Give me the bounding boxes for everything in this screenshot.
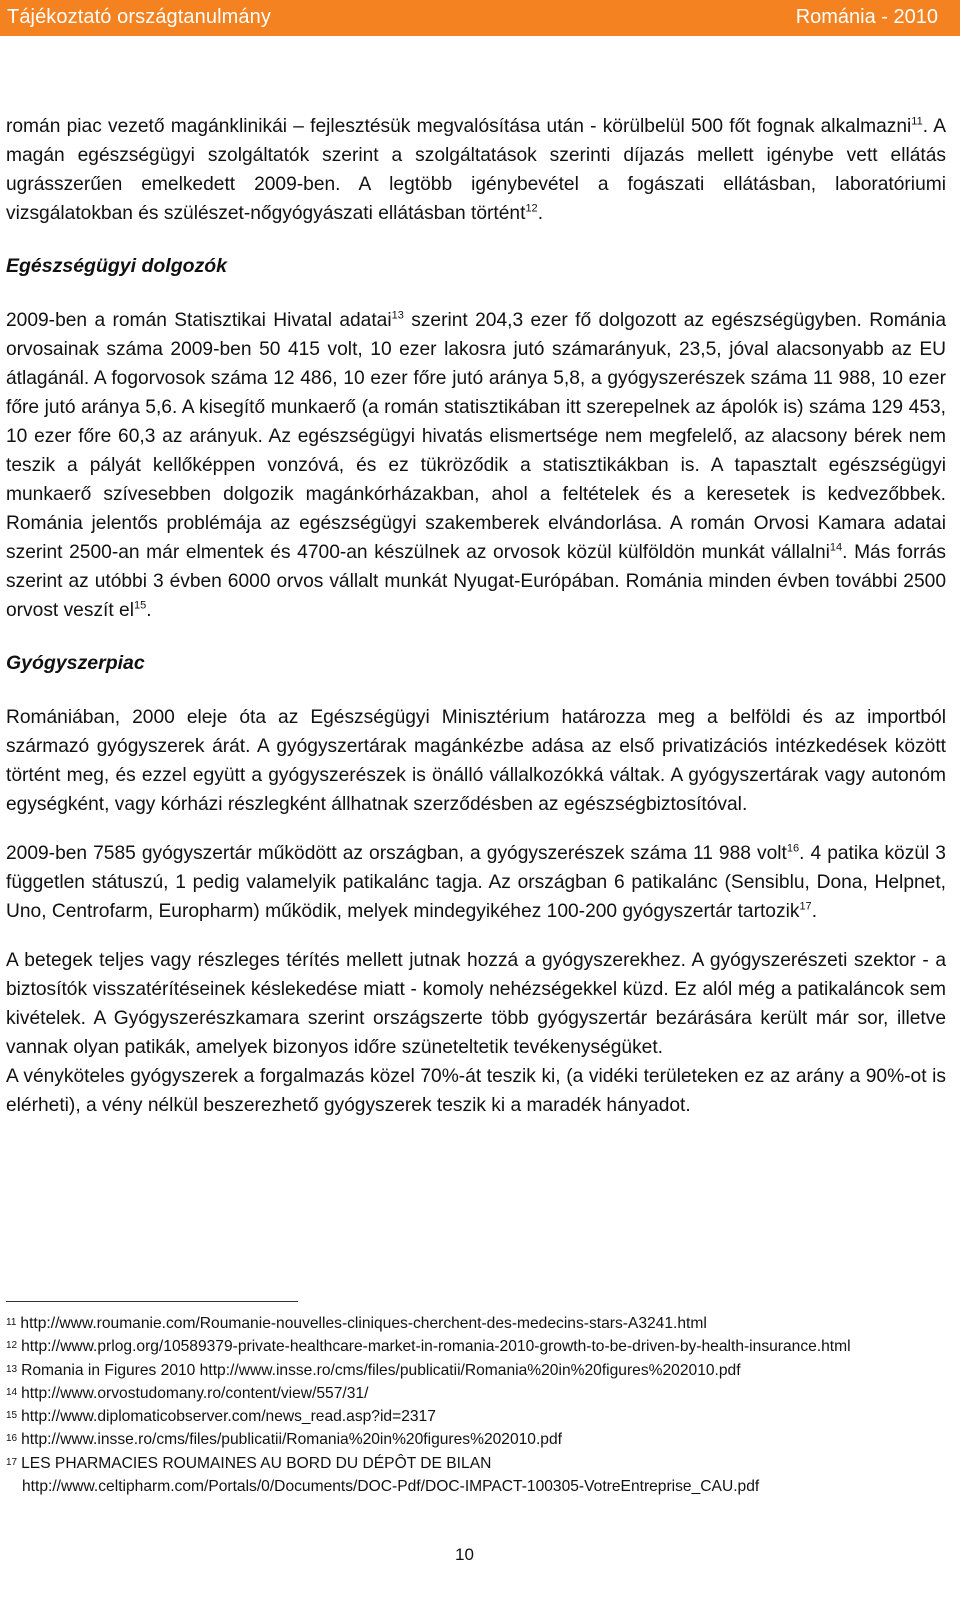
paragraph-text: szerint 204,3 ezer fő dolgozott az egészségügyben. Románia orvosainak száma 2009-ben 50 415 volt, 10 ezer lakosra jutó számarányuk, 23,5, jóval alacsonyabb az EU átlagánál. A fogorvosok száma 12 486, 10 ezer főre jutó aránya 5,8, a gyógyszerészek száma 11 988, 10 ezer főre jutó aránya 5,6. A kisegítő munkaerő (a román statisztikában itt szerepelnek az ápolók is) száma 129 453, 10 ezer főre 60,3 az arányuk. Az egészségügyi hivatás elismertsége nem megfelelő, az alacsony bérek nem teszik a pályát kellőképpen vonzóvá, és ez tükröződik a statisztikákban is. A tapasztalt egészségügyi munkaerő szívesebben dolgozik magánkórházakban, ahol a feltételek és a keresetek is kedvezőbbek. Románia jelentős problémája az egészségügyi szakemberek elvándorlása. A román Orvosi Kamara adatai szerint 2500-an már elmentek és 4700-an készülnek az orvosok közül külföldön munkát vállalni bbox=[6, 310, 946, 563]
footnote-17 bbox=[6, 1452, 946, 1475]
footnote-ref-17[interactable]: 17 bbox=[799, 900, 812, 913]
header-band bbox=[0, 0, 960, 36]
paragraph-clinics bbox=[6, 112, 946, 228]
footnote-16 bbox=[6, 1428, 946, 1451]
paragraph-text: . bbox=[146, 600, 152, 621]
footnote-ref-15[interactable]: 15 bbox=[133, 599, 147, 612]
footnote-ref-14[interactable]: 14 bbox=[829, 541, 843, 554]
section-heading-pharma-market: Gyógyszerpiac bbox=[6, 652, 145, 674]
footnote-link[interactable]: http://www.roumanie.com/Roumanie-nouvelles-cliniques-cherchent-des-medecins-stars-A3241.html bbox=[20, 1315, 707, 1332]
footnote-number: 15 bbox=[6, 1410, 18, 1422]
paragraph-text: . Más forrás szerint az utóbbi 3 évben 6000 orvos vállalt munkát Nyugat-Európában. Románia minden évben további 2500 orvost veszít el bbox=[6, 542, 946, 621]
paragraph-text: 2009-ben a román Statisztikai Hivatal adatai bbox=[6, 310, 392, 331]
footnote-number: 16 bbox=[6, 1433, 18, 1445]
paragraph-text: . 4 patika közül 3 független státuszú, 1 pedig valamelyik patikalánc tagja. Az országban 6 patikalánc (Sensiblu, Dona, Helpnet, Uno, Centrofarm, Europharm) működik, melyek mindegyikéhez 100-200 gyógyszertár tartozik bbox=[6, 843, 946, 922]
paragraph-health-workers bbox=[6, 306, 946, 625]
footnote-number: 17 bbox=[6, 1456, 18, 1468]
paragraph-pharmacies bbox=[6, 839, 946, 926]
footnote-14 bbox=[6, 1382, 946, 1405]
footnote-link[interactable]: http://www.prlog.org/10589379-private-healthcare-market-in-romania-2010-growth-to-be-driven-by-health-insurance.html bbox=[21, 1338, 851, 1356]
footnote-number: 12 bbox=[6, 1340, 18, 1352]
paragraph-text: . bbox=[811, 901, 818, 922]
paragraph-prescription-share: A vényköteles gyógyszerek a forgalmazás közel 70%-át teszik ki, (a vidéki területeken ez az arány a 90%-ot is elérheti), a vény nélkül beszerezhető gyógyszerek teszik ki a maradék hányadot. bbox=[6, 1066, 946, 1116]
footnote-link[interactable]: Romania in Figures 2010 http://www.insse.ro/cms/files/publicatii/Romania%20in%20figures%202010.pdf bbox=[21, 1361, 741, 1379]
footnote-number: 13 bbox=[6, 1363, 18, 1375]
footnote-ref-13[interactable]: 13 bbox=[391, 309, 404, 322]
footnote-number: 11 bbox=[6, 1317, 17, 1328]
main-content bbox=[6, 112, 946, 1120]
footnote-ref-12[interactable]: 12 bbox=[525, 202, 538, 215]
footnote-17-link[interactable]: http://www.celtipharm.com/Portals/0/Documents/DOC-Pdf/DOC-IMPACT-100305-VotreEntreprise_CAU.pdf bbox=[22, 1478, 760, 1496]
footnote-link[interactable]: http://www.diplomaticobserver.com/news_read.asp?id=2317 bbox=[21, 1408, 436, 1426]
page-number: 10 bbox=[455, 1545, 474, 1564]
section-heading-health-workers: Egészségügyi dolgozók bbox=[6, 255, 228, 277]
footnote-13 bbox=[6, 1359, 946, 1382]
footnote-link[interactable]: http://www.insse.ro/cms/files/publicatii/Romania%20in%20figures%202010.pdf bbox=[21, 1431, 562, 1449]
paragraph-text: . A magán egészségügyi szolgáltatók szerint a szolgáltatások szerinti díjazás mellett igénybe vett ellátás ugrásszerűen emelkedett 2009-ben. A legtöbb igénybevétel a fogászati ellátásban, laboratóriumi vizsgálatokban és szülészet-nőgyógyászati ellátásban történt bbox=[6, 116, 947, 224]
header-country-year: Románia - 2010 bbox=[795, 6, 938, 28]
footnote-number: 14 bbox=[6, 1386, 18, 1398]
footnote-link[interactable]: http://www.orvostudomany.ro/content/view/557/31/ bbox=[21, 1384, 369, 1402]
footnote-15 bbox=[6, 1405, 946, 1428]
paragraph-text: . bbox=[537, 203, 544, 224]
paragraph-text: 2009-ben 7585 gyógyszertár működött az országban, a gyógyszerészek száma 11 988 volt bbox=[6, 843, 787, 864]
footnote-ref-11[interactable]: 11 bbox=[911, 115, 923, 128]
footnote-ref-16[interactable]: 16 bbox=[786, 842, 800, 855]
footnote-12 bbox=[6, 1335, 946, 1358]
footnote-11 bbox=[6, 1312, 946, 1335]
footnotes bbox=[6, 1312, 946, 1498]
footnote-text: LES PHARMACIES ROUMAINES AU BORD DU DÉPÔT DE BILAN bbox=[21, 1454, 492, 1472]
paragraph-text: román piac vezető magánklinikái – fejlesztésük megvalósítása után - körülbelül 500 főt fognak alkalmazni bbox=[6, 116, 912, 137]
header-document-title: Tájékoztató országtanulmány bbox=[7, 6, 271, 28]
paragraph-reimbursement: A betegek teljes vagy részleges térítés mellett jutnak hozzá a gyógyszerekhez. A gyógyszerészeti szektor - a biztosítók visszatérítéseinek késlekedése miatt - komoly nehézségekkel küzd. Ez alól még a patikaláncok sem kivételek. A Gyógyszerészkamara szerint országszerte több gyógyszertár bezárására került már sor, illetve vannak olyan patikák, amelyek bizonyos időre szüneteltetik tevékenységüket. bbox=[6, 950, 946, 1058]
paragraph-pharma-pricing: Romániában, 2000 eleje óta az Egészségügyi Minisztérium határozza meg a belföldi és az importból származó gyógyszerek árát. A gyógyszertárak magánkézbe adása az első privatizációs intézkedések között történt meg, és ezzel együtt a gyógyszerészek is önálló vállalkozókká váltak. A gyógyszertárak vagy autonóm egységként, vagy kórházi részlegként állhatnak szerződésben az egészségbiztosítóval. bbox=[6, 707, 946, 815]
footnote-separator bbox=[6, 1301, 298, 1302]
